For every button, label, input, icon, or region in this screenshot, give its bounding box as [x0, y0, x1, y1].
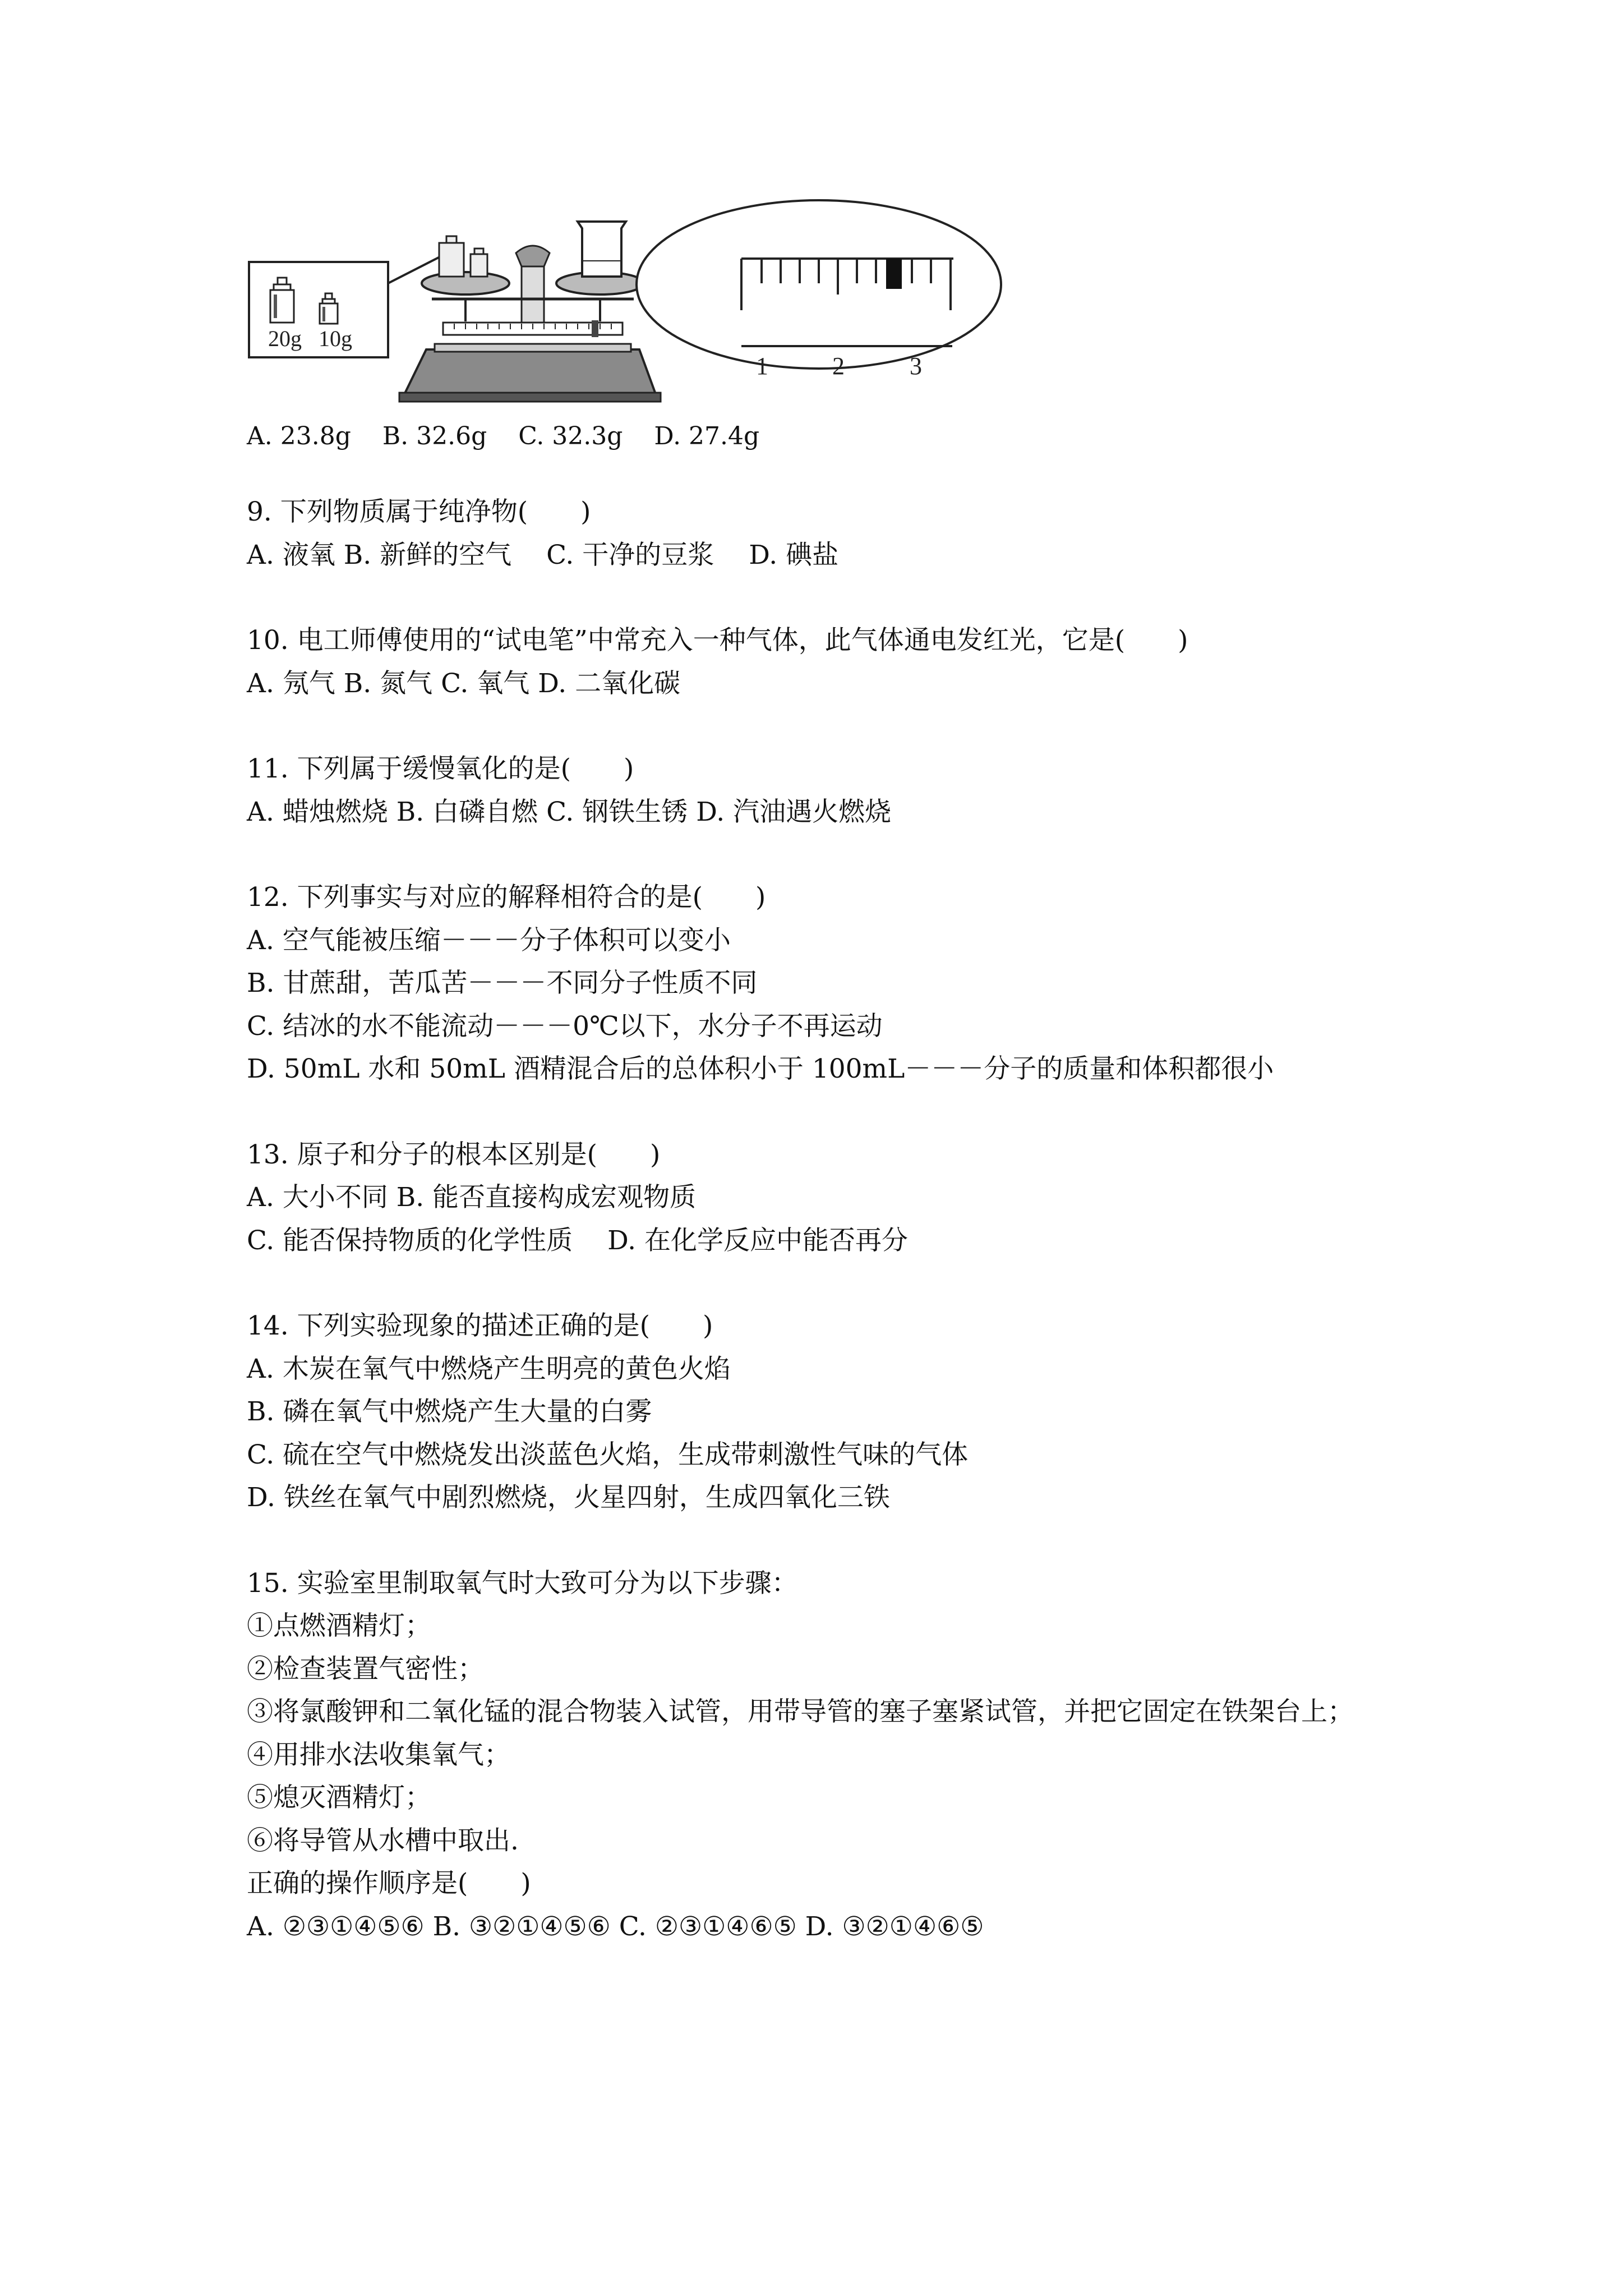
- balance-figure: [247, 199, 1021, 412]
- option-line: A. 大小不同 B. 能否直接构成宏观物质: [247, 1182, 697, 1213]
- option-a: A. 空气能被压缩－－－分子体积可以变小: [247, 924, 731, 956]
- step-1: ①点燃酒精灯；: [247, 1611, 431, 1641]
- step-3: ③将氯酸钾和二氧化锰的混合物装入试管，用带导管的塞子塞紧试管，并把它固定在铁架台上；: [247, 1696, 1354, 1727]
- scale-tick-1: 1: [756, 352, 768, 380]
- magnified-scale-bubble: [637, 200, 1001, 369]
- option-a: A. 木炭在氧气中燃烧产生明亮的黄色火焰: [247, 1353, 731, 1384]
- step-5: ⑤熄灭酒精灯；: [247, 1782, 431, 1813]
- order-prompt: 正确的操作顺序是( ): [247, 1868, 531, 1899]
- questions-list: [247, 491, 1402, 1991]
- question-stem: 14. 下列实验现象的描述正确的是( ): [247, 1310, 713, 1341]
- weight-label-20g: 20g: [268, 326, 302, 351]
- option-line: A. ②③①④⑤⑥ B. ③②①④⑤⑥ C. ②③①④⑥⑤ D. ③②①④⑥⑤: [247, 1911, 984, 1942]
- option-b: B. 磷在氧气中燃烧产生大量的白雾: [247, 1396, 652, 1427]
- question-14: [247, 1305, 1402, 1520]
- option-c: C. 结冰的水不能流动－－－0℃以下，水分子不再运动: [247, 1010, 883, 1042]
- option-line: A. 液氧 B. 新鲜的空气 C. 干净的豆浆 D. 碘盐: [247, 539, 839, 570]
- left-pan: [422, 272, 509, 295]
- scale-tick-3: 3: [910, 352, 922, 380]
- question-11: [247, 748, 1402, 834]
- scale-tick-2: 2: [832, 352, 845, 380]
- option-d: D. 铁丝在氧气中剧烈燃烧，火星四射，生成四氧化三铁: [247, 1482, 890, 1513]
- option-line: A. 蜡烛燃烧 B. 白磷自燃 C. 钢铁生锈 D. 汽油遇火燃烧: [247, 796, 892, 827]
- question-10: [247, 619, 1402, 705]
- step-6: ⑥将导管从水槽中取出.: [247, 1825, 519, 1856]
- question-stem: 15. 实验室里制取氧气时大致可分为以下步骤：: [247, 1567, 798, 1599]
- option-d: D. 50mL 水和 50mL 酒精混合后的总体积小于 100mL－－－分子的质量和体积都很小: [247, 1053, 1274, 1084]
- question-stem: 9. 下列物质属于纯净物( ): [247, 496, 591, 527]
- question-stem: 11. 下列属于缓慢氧化的是( ): [247, 753, 634, 784]
- weight-label-10g: 10g: [319, 326, 352, 351]
- option-b: B. 甘蔗甜，苦瓜苦－－－不同分子性质不同: [247, 968, 758, 999]
- q8-options: A. 23.8g B. 32.6g C. 32.3g D. 27.4g: [247, 422, 760, 450]
- option-c: C. 硫在空气中燃烧发出淡蓝色火焰，生成带刺激性气味的气体: [247, 1439, 969, 1470]
- option-line: A. 氖气 B. 氮气 C. 氧气 D. 二氧化碳: [247, 668, 681, 699]
- question-stem: 10. 电工师傅使用的“试电笔”中常充入一种气体，此气体通电发红光，它是( ): [247, 625, 1188, 656]
- beaker-icon: [578, 222, 626, 277]
- question-stem: 13. 原子和分子的根本区别是( ): [247, 1139, 661, 1170]
- step-2: ②检查装置气密性；: [247, 1653, 484, 1685]
- question-9: [247, 491, 1402, 577]
- question-15: [247, 1562, 1402, 1949]
- question-stem: 12. 下列事实与对应的解释相符合的是( ): [247, 882, 766, 913]
- step-4: ④用排水法收集氧气；: [247, 1739, 510, 1770]
- weight-20g-icon: [270, 278, 294, 323]
- rider-marker: [886, 259, 902, 289]
- question-12: [247, 876, 1402, 1091]
- question-13: [247, 1134, 1402, 1263]
- option-line: C. 能否保持物质的化学性质 D. 在化学反应中能否再分: [247, 1225, 908, 1256]
- pan-weights-icon: [439, 236, 487, 277]
